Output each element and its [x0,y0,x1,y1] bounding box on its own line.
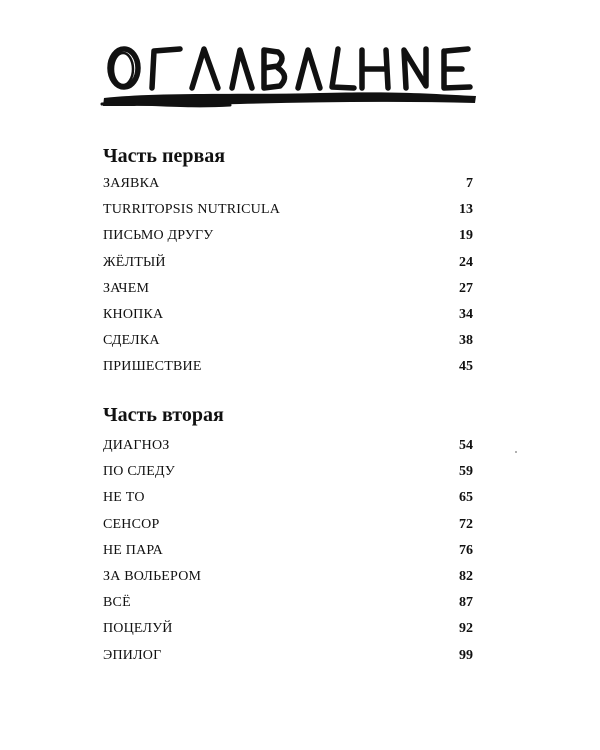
toc-entry-title: TURRITOPSIS NUTRICULA [103,202,281,218]
toc-entry-title: ЖЁЛТЫЙ [103,254,166,270]
part-one-contents [103,176,473,386]
toc-entry-title: ПРИШЕСТВИЕ [103,359,202,375]
toc-entry-title: НЕ ПАРА [103,542,163,558]
contents-title [100,38,480,118]
toc-entry-title: ЗАЧЕМ [103,280,150,296]
toc-entry-page: 24 [459,254,473,270]
toc-entry-title: СЕНСОР [103,516,160,532]
toc-entry[interactable] [103,648,473,674]
toc-entry-page: 27 [459,280,473,296]
toc-entry-page: 54 [459,438,473,453]
part-one-heading: Часть первая [103,145,226,167]
toc-entry[interactable] [103,228,473,254]
toc-entry[interactable] [103,517,473,543]
toc-entry[interactable] [103,255,473,281]
toc-entry[interactable] [103,359,473,385]
toc-entry[interactable] [103,307,473,333]
toc-entry-page: 82 [459,568,473,584]
toc-entry-title: ПОЦЕЛУЙ [103,621,173,637]
hand-lettered-title-art [100,38,480,118]
toc-entry-title: ВСЁ [103,595,131,611]
toc-entry-title: ЭПИЛОГ [103,647,162,663]
toc-entry-page: 59 [459,464,473,480]
toc-entry[interactable] [103,621,473,647]
toc-entry-page: 7 [466,176,473,191]
toc-entry-page: 76 [459,542,473,558]
toc-entry-page: 99 [459,647,473,663]
toc-entry-title: ДИАГНОЗ [103,438,170,453]
toc-entry-title: ПО СЛЕДУ [103,464,175,480]
toc-entry[interactable] [103,281,473,307]
part-two-heading: Часть вторая [103,404,224,426]
toc-entry-page: 34 [459,306,473,322]
toc-entry[interactable] [103,569,473,595]
toc-entry[interactable] [103,543,473,569]
toc-entry-page: 45 [459,359,473,375]
toc-entry[interactable] [103,333,473,359]
toc-entry-page: 38 [459,333,473,349]
toc-entry-title: СДЕЛКА [103,333,160,349]
toc-entry-title: ЗА ВОЛЬЕРОМ [103,568,202,584]
toc-entry-page: 92 [459,621,473,637]
toc-entry[interactable] [103,490,473,516]
toc-entry-page: 65 [459,490,473,506]
paper-speck [515,451,517,453]
toc-entry-title: НЕ ТО [103,490,145,506]
toc-entry-page: 19 [459,228,473,244]
toc-entry-title: КНОПКА [103,306,164,322]
toc-entry-page: 13 [459,202,473,218]
toc-entry[interactable] [103,464,473,490]
toc-entry-title: ЗАЯВКА [103,176,160,191]
toc-entry[interactable] [103,595,473,621]
toc-entry[interactable] [103,176,473,202]
toc-entry[interactable] [103,438,473,464]
toc-entry[interactable] [103,202,473,228]
toc-entry-page: 87 [459,595,473,611]
part-two-contents [103,438,473,674]
toc-entry-title: ПИСЬМО ДРУГУ [103,228,214,244]
toc-entry-page: 72 [459,516,473,532]
